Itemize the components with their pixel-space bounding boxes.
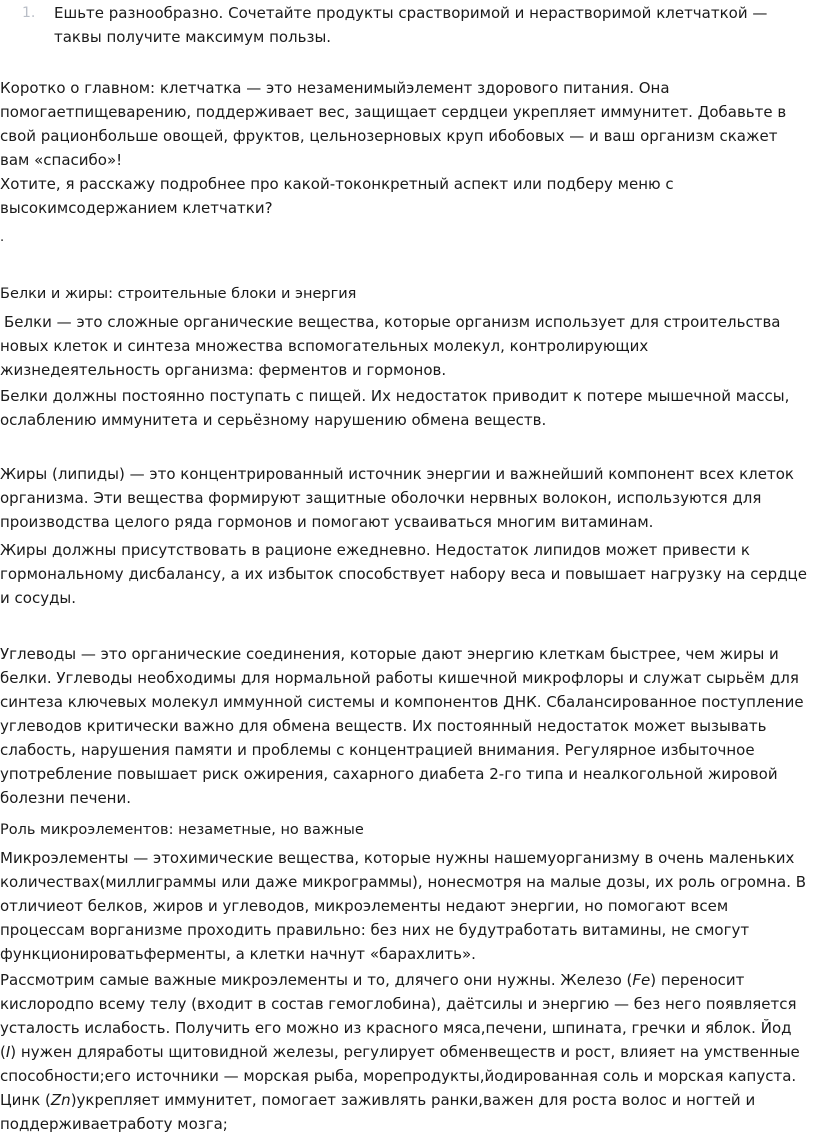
list-number: 1. [22, 5, 36, 21]
section-heading-proteins-fats: Белки и жиры: строительные блоки и энергия [0, 286, 357, 302]
iodine-symbol: I [5, 1043, 11, 1061]
stray-dot: . [0, 230, 5, 245]
zinc-symbol: Zn [50, 1091, 71, 1109]
micro-text-d: )укрепляет иммунитет, помогает заживлять ранки,важен для роста волос и ногтей и поддерживаетработу мозга; [0, 1091, 756, 1133]
proteins-intake: Белки должны постоянно поступать с пищей. Их недостаток приводит к потере мышечной массы, ослаблению иммунитета и серьёзному нарушению обмена веществ. [0, 387, 790, 429]
micro-details [0, 968, 808, 1136]
followup-question: Хотите, я расскажу подробнее про какой-токонкретный аспект или подберу меню с высокимсодержанием клетчатки? [0, 175, 674, 217]
micro-definition: Микроэлементы — этохимические вещества, которые нужны нашемуорганизму в очень маленьких количествах(миллиграммы или даже микрограммы), нонесмотря на малые дозы, их роль огромна. В отличиеот белков, жиров и углеводов, микроэлементы недают энергии, но помогают всем процессам ворганизме проходить правильно: без них не будутработать витамины, не смогут функционироватьферменты, а клетки начнут «барахлить». [0, 849, 807, 963]
tips-list [0, 0, 816, 48]
list-item [0, 1, 816, 49]
micro-text-b: ) переносит кислородпо всему телу (входит в состав гемоглобина), даётсилы и энергию — без него появляется усталость ислабость. Получить его можно из красного мяса,печени, шпината, гречки и яблок. Йод ( [0, 971, 797, 1061]
micro-text-c: ) нужен дляработы щитовидной железы, регулирует обменвеществ и рост, влияет на умственные способности;его источники — морская рыба, морепродукты,йодированная соль и морская капуста. Цинк ( [0, 1043, 800, 1109]
summary-paragraph: Коротко о главном: клетчатка — это незаменимыйэлемент здорового питания. Она помогаетпищеварению, поддерживает вес, защищает сердцеи укрепляет иммунитет. Добавьте в свой рационбольше овощей, фруктов, цельнозерновых круп ибобовых — и ваш организм скажет вам «спасибо»! [0, 79, 787, 169]
list-item-text: Ешьте разнообразно. Сочетайте продукты срастворимой и нерастворимой клетчаткой — таквы получите максимум пользы. [54, 4, 768, 46]
proteins-definition: Белки — это сложные органические вещества, которые организм использует для строительства новых клеток и синтеза множества вспомогательных молекул, контролирующих жизнедеятельность организма: ферментов и гормонов. [0, 313, 781, 379]
micro-text-a: Рассмотрим самые важные микроэлементы и то, длячего они нужны. Железо ( [0, 971, 633, 989]
fats-intake: Жиры должны присутствовать в рационе ежедневно. Недостаток липидов может привести к гормональному дисбалансу, а их избыток способствует набору веса и повышает нагрузку на сердце и сосуды. [0, 541, 807, 607]
fats-definition: Жиры (липиды) — это концентрированный источник энергии и важнейший компонент всех клеток организма. Эти вещества формируют защитные оболочки нервных волокон, используются для производства целого ряда гормонов и помогают усваиваться многим витаминам. [0, 465, 794, 531]
carbs-paragraph: Углеводы — это органические соединения, которые дают энергию клеткам быстрее, чем жиры и белки. Углеводы необходимы для нормальной работы кишечной микрофлоры и служат сырьём для синтеза ключевых молекул иммунной системы и компонентов ДНК. Сбалансированное поступление углеводов критически важно для обмена веществ. Их постоянный недостаток может вызывать слабость, нарушения памяти и проблемы с концентрацией внимания. Регулярное избыточное употребление повышает риск ожирения, сахарного диабета 2-го типа и неалкогольной жировой болезни печени. [0, 645, 804, 807]
iron-symbol: Fe [632, 971, 651, 989]
section-heading-micro: Роль микроэлементов: незаметные, но важные [0, 822, 364, 838]
